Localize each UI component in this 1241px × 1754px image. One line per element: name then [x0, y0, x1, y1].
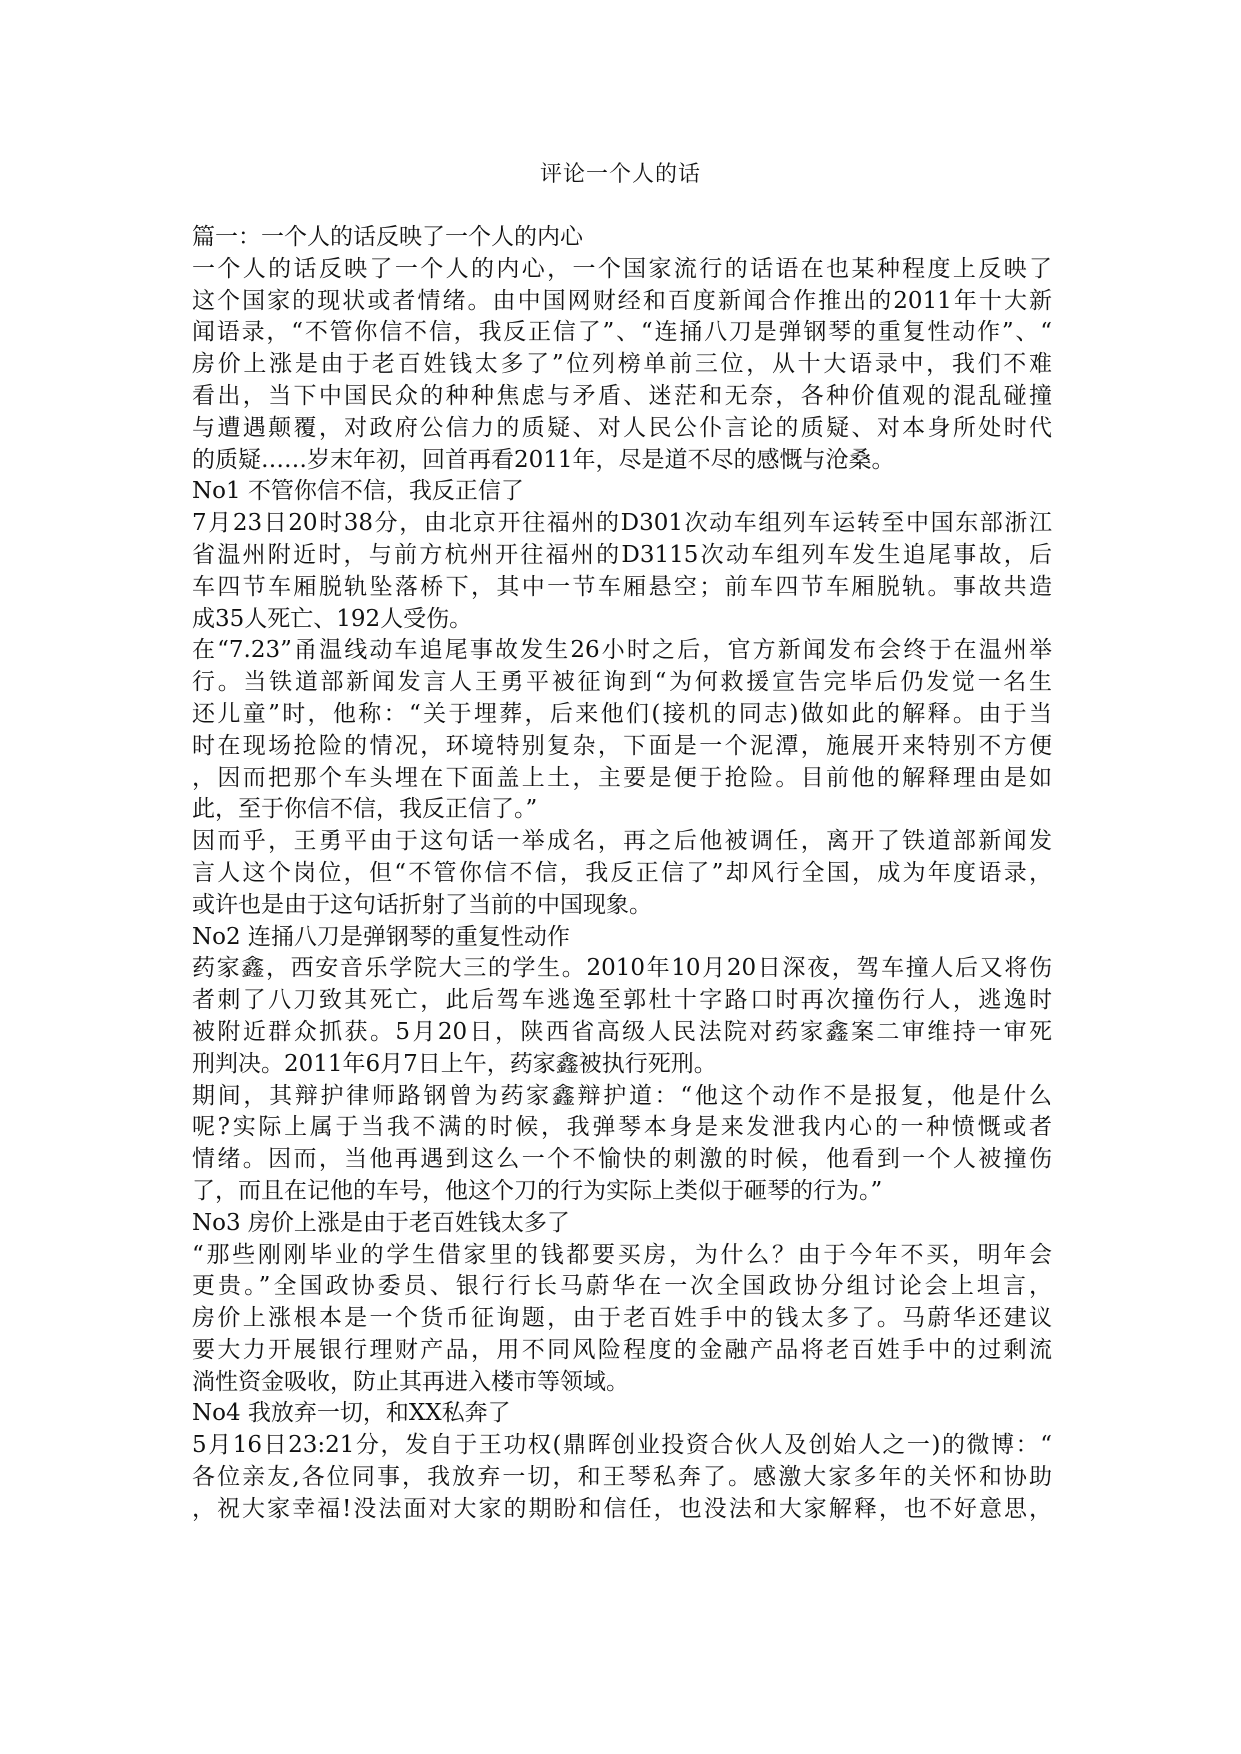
text-line: 者刺了八刀致其死亡，此后驾车逃逸至郭杜十字路口时再次撞伤行人，逃逸时 [192, 987, 1052, 1014]
text-line: No4 我放弃一切，和XX私奔了 [192, 1400, 511, 1427]
text-line: 成35人死亡、192人受伤。 [192, 605, 473, 632]
text-line: No3 房价上涨是由于老百姓钱太多了 [192, 1209, 570, 1236]
text-line: 看出，当下中国民众的种种焦虑与矛盾、迷茫和无奈，各种价值观的混乱碰撞 [192, 382, 1052, 409]
text-line: 呢?实际上属于当我不满的时候，我弹琴本身是来发泄我内心的一种愤慨或者 [192, 1114, 1052, 1141]
text-line: 5月16日23:21分，发自于王功权(鼎晖创业投资合伙人及创始人之一)的微博：“ [192, 1432, 1052, 1459]
text-line: 期间，其辩护律师路钢曾为药家鑫辩护道：“他这个动作不是报复，他是什么 [192, 1082, 1052, 1109]
text-line: 要大力开展银行理财产品，用不同风险程度的金融产品将老百姓手中的过剩流 [192, 1336, 1052, 1363]
text-line: “那些刚刚毕业的学生借家里的钱都要买房，为什么？由于今年不买，明年会 [192, 1241, 1052, 1268]
text-line: No1 不管你信不信，我反正信了 [192, 478, 524, 505]
text-line: 省温州附近时，与前方杭州开往福州的D3115次动车组列车发生追尾事故，后 [192, 541, 1052, 568]
text-line: 药家鑫，西安音乐学院大三的学生。2010年10月20日深夜，驾车撞人后又将伤 [192, 955, 1052, 982]
text-line: 刑判决。2011年6月7日上午，药家鑫被执行死刑。 [192, 1050, 717, 1077]
text-line: 被附近群众抓获。5月20日，陕西省高级人民法院对药家鑫案二审维持一审死 [192, 1018, 1052, 1045]
text-line: 情绪。因而，当他再遇到这么一个不愉快的刺激的时候，他看到一个人被撞伤 [192, 1146, 1052, 1173]
text-line: 时在现场抢险的情况，环境特别复杂，下面是一个泥潭，施展开来特别不方便 [192, 732, 1052, 759]
text-line: 在“7.23”甬温线动车追尾事故发生26小时之后，官方新闻发布会终于在温州举 [192, 637, 1052, 664]
text-line: 7月23日20时38分，由北京开往福州的D301次动车组列车运转至中国东部浙江 [192, 510, 1052, 537]
text-line: 淌性资金吸收，防止其再进入楼市等领域。 [192, 1368, 629, 1395]
text-line: 一个人的话反映了一个人的内心，一个国家流行的话语在也某种程度上反映了 [192, 255, 1052, 282]
text-line: 了，而且在记他的车号，他这个刀的行为实际上类似于砸琴的行为。” [192, 1177, 883, 1204]
text-line: 这个国家的现状或者情绪。由中国网财经和百度新闻合作推出的2011年十大新 [192, 287, 1052, 314]
text-line: 闻语录，“不管你信不信，我反正信了”、“连捅八刀是弹钢琴的重复性动作”、“ [192, 319, 1052, 346]
text-line: 此，至于你信不信，我反正信了。” [192, 796, 538, 823]
text-line: 的质疑……岁末年初，回首再看2011年，尽是道不尽的感慨与沧桑。 [192, 446, 895, 473]
text-line: 房价上涨是由于老百姓钱太多了”位列榜单前三位，从十大语录中，我们不难 [192, 351, 1052, 378]
text-line: 言人这个岗位，但“不管你信不信，我反正信了”却风行全国，成为年度语录， [192, 859, 1052, 886]
text-line: 还儿童”时，他称：“关于埋葬，后来他们(接机的同志)做如此的解释。由于当 [192, 700, 1052, 727]
text-line: 或许也是由于这句话折射了当前的中国现象。 [192, 891, 652, 918]
document-title: 评论一个人的话 [539, 162, 701, 187]
document-body [192, 222, 1052, 1526]
text-line: 车四节车厢脱轨坠落桥下，其中一节车厢悬空；前车四节车厢脱轨。事故共造 [192, 573, 1052, 600]
text-line: 更贵。”全国政协委员、银行行长马蔚华在一次全国政协分组讨论会上坦言， [192, 1273, 1052, 1300]
text-line: 与遭遇颠覆，对政府公信力的质疑、对人民公仆言论的质疑、对本身所处时代 [192, 414, 1052, 441]
text-line: 房价上涨根本是一个货币征询题，由于老百姓手中的钱太多了。马蔚华还建议 [192, 1305, 1052, 1332]
text-line: 各位亲友,各位同事，我放弃一切，和王琴私奔了。感激大家多年的关怀和协助 [192, 1464, 1052, 1491]
text-line: 行。当铁道部新闻发言人王勇平被征询到“为何救援宣告完毕后仍发觉一名生 [192, 669, 1052, 696]
text-line: 篇一：一个人的话反映了一个人的内心 [192, 224, 583, 250]
text-line: ，祝大家幸福!没法面对大家的期盼和信任，也没法和大家解释，也不好意思， [192, 1495, 1052, 1522]
text-line: ，因而把那个车头埋在下面盖上土，主要是便于抢险。目前他的解释理由是如 [192, 764, 1052, 791]
text-line: No2 连捅八刀是弹钢琴的重复性动作 [192, 923, 570, 950]
text-line: 因而乎，王勇平由于这句话一举成名，再之后他被调任，离开了铁道部新闻发 [192, 828, 1052, 855]
